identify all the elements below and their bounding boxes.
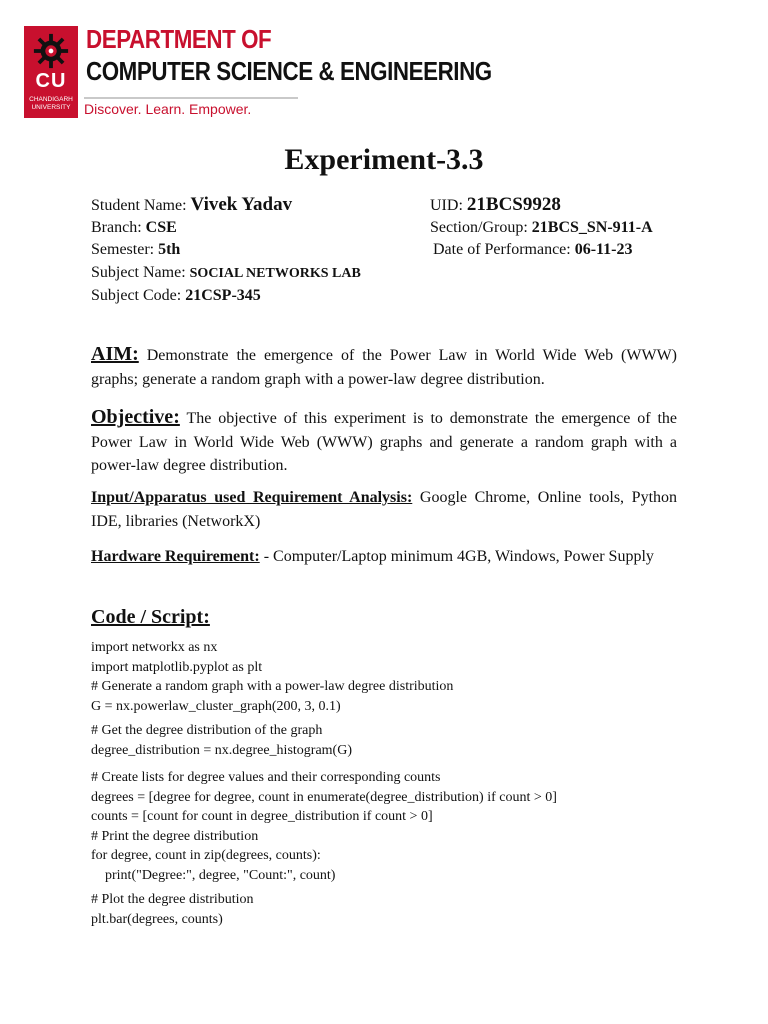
aim-section xyxy=(91,343,677,391)
objective-text: The objective of this experiment is to demonstrate the emergence of the Power Law in World Wide Web (WWW) graphs and generate a random graph with a power-law degree distribution. xyxy=(91,410,677,474)
input-heading: Input/Apparatus used Requirement Analysis: xyxy=(91,489,413,506)
student-name-label: Student Name: xyxy=(91,197,187,214)
uid-row xyxy=(430,194,561,216)
input-section xyxy=(91,486,677,533)
subject-name-label: Subject Name: xyxy=(91,264,186,281)
tagline: Discover. Learn. Empower. xyxy=(84,101,252,117)
section-row xyxy=(430,219,653,237)
logo-text: CU xyxy=(35,70,67,92)
code-block-3: # Create lists for degree values and their corresponding counts degrees = [degree for degree, count in enumerate(degree_distribution) if count > 0] counts = [count for count in degree_distribution if count > 0] # Print the degree distribution for degree, count in zip(degrees, counts): print("Degree:", degree, "Count:", count) xyxy=(91,770,557,883)
section-label: Section/Group: xyxy=(430,219,528,236)
subject-code-row xyxy=(91,287,261,305)
code-block-2: # Get the degree distribution of the graph degree_distribution = nx.degree_histogram(G) xyxy=(91,723,352,758)
hardware-text: - Computer/Laptop minimum 4GB, Windows, Power Supply xyxy=(263,548,654,565)
aim-text: Demonstrate the emergence of the Power Law in World Wide Web (WWW) graphs; generate a random graph with a power-law degree distribution. xyxy=(91,347,678,388)
branch-row xyxy=(91,219,177,237)
code-block-4: # Plot the degree distribution plt.bar(degrees, counts) xyxy=(91,892,254,927)
aim-heading: AIM: xyxy=(91,343,139,365)
hardware-section xyxy=(91,545,677,569)
branch-value: CSE xyxy=(145,219,177,236)
department-line-1: DEPARTMENT OF xyxy=(86,24,272,54)
section-value: 21BCS_SN-911-A xyxy=(531,219,653,236)
uid-value: 21BCS9928 xyxy=(466,194,561,215)
department-line-2: COMPUTER SCIENCE & ENGINEERING xyxy=(86,56,492,86)
hardware-heading: Hardware Requirement: xyxy=(91,548,260,565)
input-text: Google Chrome, Online tools, Python IDE, libraries (NetworkX) xyxy=(91,489,678,530)
semester-value: 5th xyxy=(158,241,181,258)
objective-heading: Objective: xyxy=(91,406,180,428)
university-logo xyxy=(24,26,78,118)
branch-label: Branch: xyxy=(91,219,142,236)
date-row xyxy=(433,241,633,259)
logo-caption: CHANDIGARH UNIVERSITY xyxy=(29,96,73,111)
uid-label: UID: xyxy=(430,197,463,214)
subject-code-value: 21CSP-345 xyxy=(185,287,261,304)
subject-name-value: SOCIAL NETWORKS LAB xyxy=(189,266,361,281)
semester-label: Semester: xyxy=(91,241,155,258)
gear-emblem-icon xyxy=(32,32,70,70)
semester-row xyxy=(91,241,180,259)
date-label: Date of Performance: xyxy=(433,241,571,258)
subject-name-row xyxy=(91,264,361,282)
header-divider xyxy=(84,97,298,99)
student-name-value: Vivek Yadav xyxy=(190,194,293,215)
page-title: Experiment-3.3 xyxy=(284,143,484,176)
objective-section xyxy=(91,406,677,478)
code-heading: Code / Script: xyxy=(91,606,210,628)
date-value: 06-11-23 xyxy=(574,241,633,258)
subject-code-label: Subject Code: xyxy=(91,287,182,304)
code-block-1: import networkx as nx import matplotlib.pyplot as plt # Generate a random graph with a power-law degree distribution G = nx.powerlaw_cluster_graph(200, 3, 0.1) xyxy=(91,640,454,714)
student-name-row xyxy=(91,194,292,216)
